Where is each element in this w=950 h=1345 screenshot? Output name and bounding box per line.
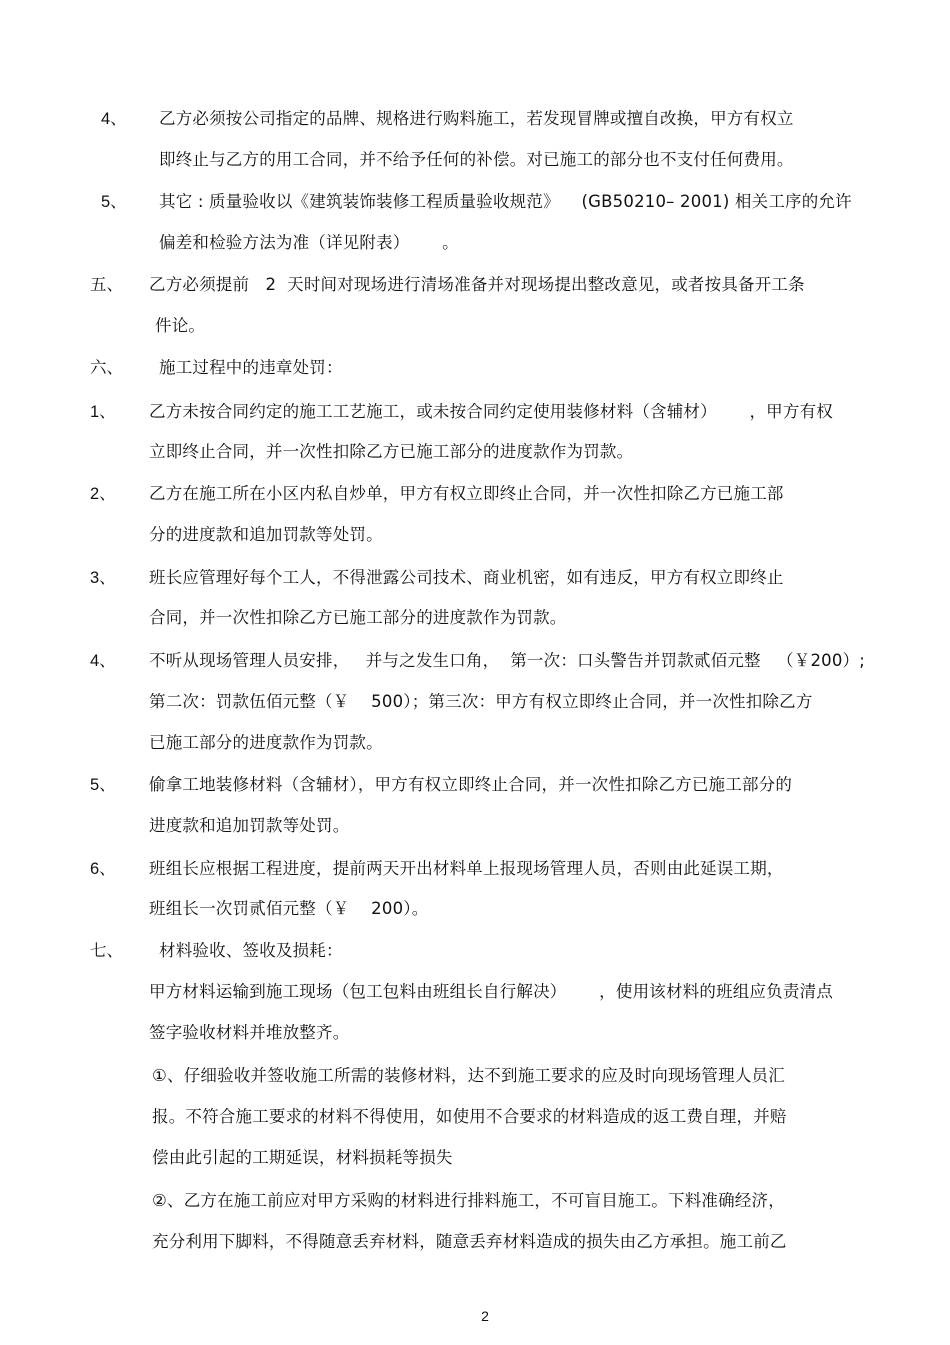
clause-text-line: 乙方在施工所在小区内私自炒单，甲方有权立即终止合同，并一次性扣除乙方已施工部: [149, 484, 784, 503]
section-heading: 施工过程中的违章处罚：: [159, 358, 343, 377]
paragraph-line: 充分利用下脚料，不得随意丢弃材料，随意丢弃材料造成的损失由乙方承担。施工前乙: [152, 1232, 787, 1251]
clause-text-line: 立即终止合同，并一次性扣除乙方已施工部分的进度款作为罚款。: [149, 442, 634, 461]
clause-text-line: 其它 : 质量验收以《建筑装饰装修工程质量验收规范》 (GB50210– 2001) 相关工序的允许: [159, 192, 852, 211]
paragraph-line: 甲方材料运输到施工现场（包工包料由班组长自行解决） ，使用该材料的班组应负责清点: [149, 982, 833, 1001]
clause-number: 5、: [90, 776, 116, 794]
clause-number: 4、: [90, 652, 116, 670]
section-text-line: 件论。: [155, 316, 206, 335]
section-text-line: 乙方必须提前 2 天时间对现场进行清场准备并对现场提出整改意见，或者按具备开工条: [149, 275, 805, 294]
page-number: 2: [481, 1308, 489, 1324]
clause-text-line: 合同，并一次性扣除乙方已施工部分的进度款作为罚款。: [149, 608, 567, 627]
paragraph-line: ②、乙方在施工前应对甲方采购的材料进行排料施工，不可盲目施工。下料准确经济，: [152, 1191, 785, 1210]
clause-text-line: 乙方必须按公司指定的品牌、规格进行购料施工，若发现冒牌或擅自改换，甲方有权立: [159, 109, 794, 128]
clause-text-line: 偏差和检验方法为准（详见附表） 。: [159, 233, 459, 252]
clause-number: 5、: [101, 193, 127, 211]
paragraph-line: 偿由此引起的工期延误，材料损耗等损失: [152, 1148, 453, 1167]
clause-text-line: 班长应管理好每个工人，不得泄露公司技术、商业机密，如有违反，甲方有权立即终止: [149, 568, 784, 587]
clause-text-line: 偷拿工地装修材料（含辅材），甲方有权立即终止合同，并一次性扣除乙方已施工部分的: [149, 775, 793, 794]
clause-text-line: 第二次：罚款伍佰元整（￥ 500）；第三次：甲方有权立即终止合同，并一次性扣除乙方: [149, 692, 813, 711]
clause-text-line: 班组长一次罚贰佰元整（￥ 200）。: [149, 899, 429, 918]
section-heading: 材料验收、签收及损耗：: [159, 941, 343, 960]
clause-text-line: 不听从现场管理人员安排， 并与之发生口角， 第一次：口头警告并罚款贰佰元整 （￥200）;: [149, 651, 866, 670]
clause-text-line: 班组长应根据工程进度，提前两天开出材料单上报现场管理人员，否则由此延误工期，: [149, 859, 784, 878]
clause-number: 1、: [90, 403, 116, 421]
clause-text-line: 乙方未按合同约定的施工工艺施工，或未按合同约定使用装修材料（含辅材） ，甲方有权: [149, 402, 833, 421]
clause-number: 4、: [101, 110, 127, 128]
paragraph-line: 签字验收材料并堆放整齐。: [149, 1023, 350, 1042]
section-number: 七、: [90, 942, 123, 960]
clause-number: 3、: [90, 569, 116, 587]
clause-text-line: 分的进度款和追加罚款等处罚。: [149, 525, 383, 544]
clause-number: 2、: [90, 485, 116, 503]
clause-text-line: 进度款和追加罚款等处罚。: [149, 816, 350, 835]
section-number: 六、: [90, 359, 123, 377]
clause-number: 6、: [90, 860, 116, 878]
section-number: 五、: [90, 276, 123, 294]
clause-text-line: 即终止与乙方的用工合同，并不给予任何的补偿。对已施工的部分也不支付任何费用。: [159, 150, 794, 169]
paragraph-line: 报。不符合施工要求的材料不得使用，如使用不合要求的材料造成的返工费自理，并赔: [152, 1107, 787, 1126]
clause-text-line: 已施工部分的进度款作为罚款。: [149, 733, 383, 752]
paragraph-line: ①、仔细验收并签收施工所需的装修材料，达不到施工要求的应及时向现场管理人员汇: [152, 1066, 785, 1085]
